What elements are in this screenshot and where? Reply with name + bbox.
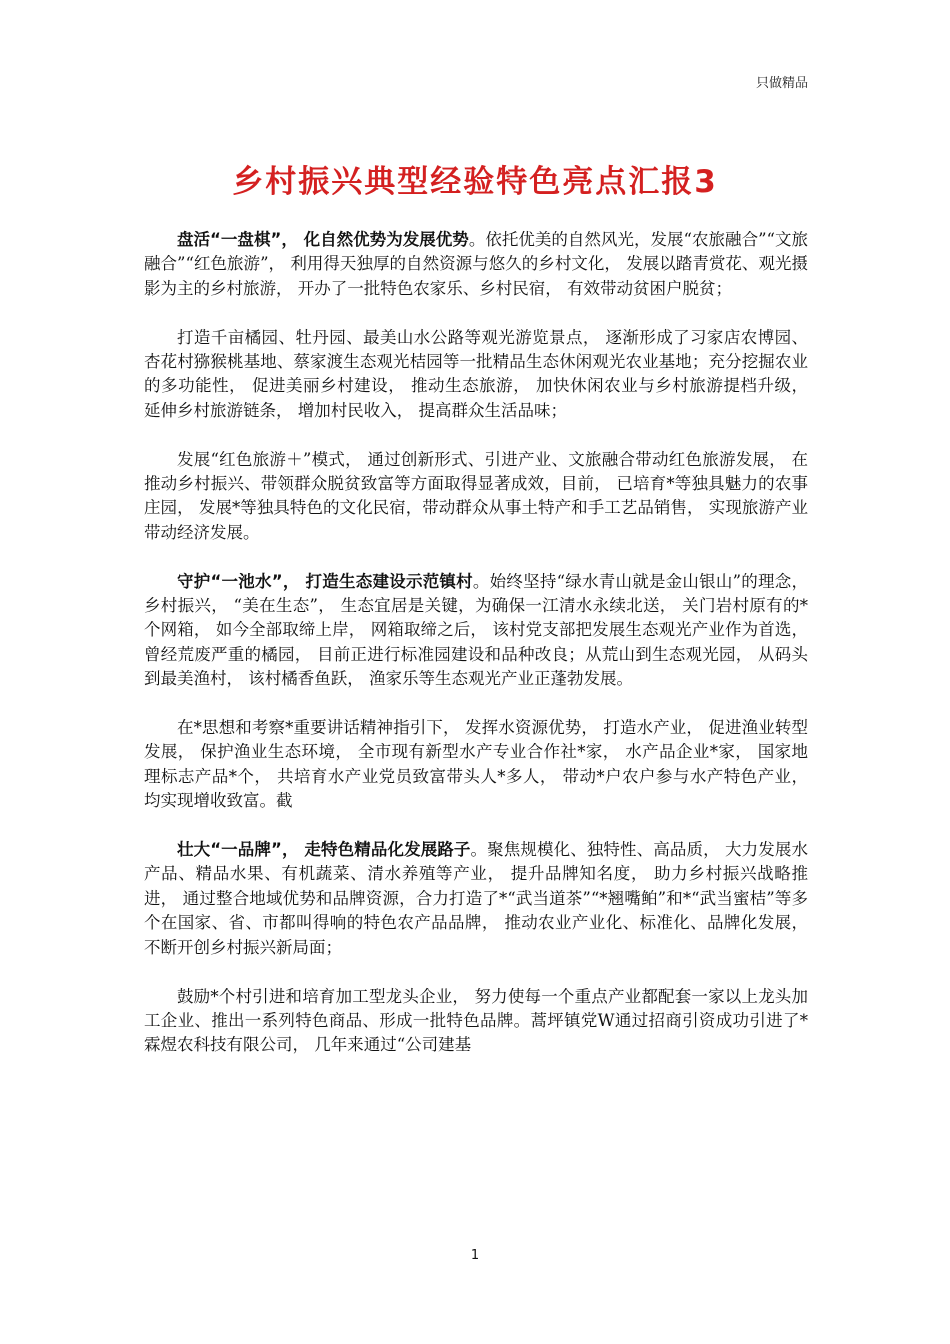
paragraph <box>144 570 808 692</box>
paragraph-text: 打造千亩橘园、牡丹园、最美山水公路等观光游览景点， 逐渐形成了习家店农博园、杏花村猕猴桃基地、蔡家渡生态观光桔园等一批精品生态休闲观光农业基地；充分挖掘农业的多功能性， 促进美丽乡村建设， 推动生态旅游， 加快休闲农业与乡村旅游提档升级， 延伸乡村旅游链条， 增加村民收入， 提高群众生活品味； <box>144 327 808 420</box>
document-title: 乡村振兴典型经验特色亮点汇报3 <box>232 164 718 200</box>
paragraph-lead: 盘活“一盘棋”， 化自然优势为发展优势 <box>177 230 469 249</box>
page-number: 1 <box>470 1248 480 1263</box>
paragraph <box>144 838 808 960</box>
paragraph-text: 鼓励*个村引进和培育加工型龙头企业， 努力使每一个重点产业都配套一家以上龙头加工企业、推出一系列特色商品、形成一批特色品牌。蒿坪镇党W通过招商引资成功引进了*霖煜农科技有限公司， 几年来通过“公司建基 <box>144 986 808 1055</box>
paragraph-text: 发展“红色旅游＋”模式， 通过创新形式、引进产业、文旅融合带动红色旅游发展， 在推动乡村振兴、带领群众脱贫致富等方面取得显著成效，目前， 已培育*等独具魅力的农事庄园， 发展*等独具特色的文化民宿，带动群众从事土特产和手工艺品销售， 实现旅游产业带动经济发展。 <box>144 449 808 542</box>
paragraph-lead: 守护“一池水”， 打造生态建设示范镇村 <box>177 571 473 591</box>
paragraph-text: 。依托优美的自然风光，发展“农旅融合”“文旅融合”“红色旅游”， 利用得天独厚的自然资源与悠久的乡村文化， 发展以踏青赏花、观光摄影为主的乡村旅游， 开办了一批特色农家乐、乡村民宿， 有效带动贫困户脱贫； <box>144 230 809 298</box>
paragraph <box>144 326 808 424</box>
paragraph <box>144 716 808 814</box>
paragraph-text: 在*思想和考察*重要讲话精神指引下， 发挥水资源优势， 打造水产业， 促进渔业转型发展， 保护渔业生态环境， 全市现有新型水产专业合作社*家， 水产品企业*家， 国家地理标志产品*个， 共培育水产业党员致富带头人*多人， 带动*户农户参与水产特色产业， 均实现增收致富。截 <box>144 718 808 811</box>
paragraph-text: 。始终坚持“绿水青山就是金山银山”的理念， 乡村振兴， “美在生态”， 生态宜居是关键，为确保一江清水永续北送， 关门岩村原有的*个网箱， 如今全部取缔上岸， 网箱取缔之后， 该村党支部把发展生态观光产业作为首选， 曾经荒废严重的橘园， 目前正进行标准园建设和品种改良；从荒山到生态观光园， 从码头到最美渔村， 该村橘香鱼跃， 渔家乐等生态观光产业正蓬勃发展。 <box>144 571 809 689</box>
paragraph-text: 。聚焦规模化、独特性、高品质， 大力发展水产品、精品水果、有机蔬菜、清水养殖等产业， 提升品牌知名度， 助力乡村振兴战略推进， 通过整合地域优势和品牌资源，合力打造了*“武当道茶”“*翘嘴鲌”和*“武当蜜桔”等多个在国家、省、市都叫得响的特色农产品品牌， 推动农业产业化、标准化、品牌化发展，不断开创乡村振兴新局面； <box>144 840 809 957</box>
paragraph-lead: 壮大“一品牌”， 走特色精品化发展路子 <box>177 840 471 860</box>
document-body <box>144 228 808 1082</box>
paragraph <box>144 228 808 301</box>
paragraph <box>144 448 808 546</box>
paragraph <box>144 985 808 1058</box>
header-note: 只做精品 <box>755 76 808 91</box>
